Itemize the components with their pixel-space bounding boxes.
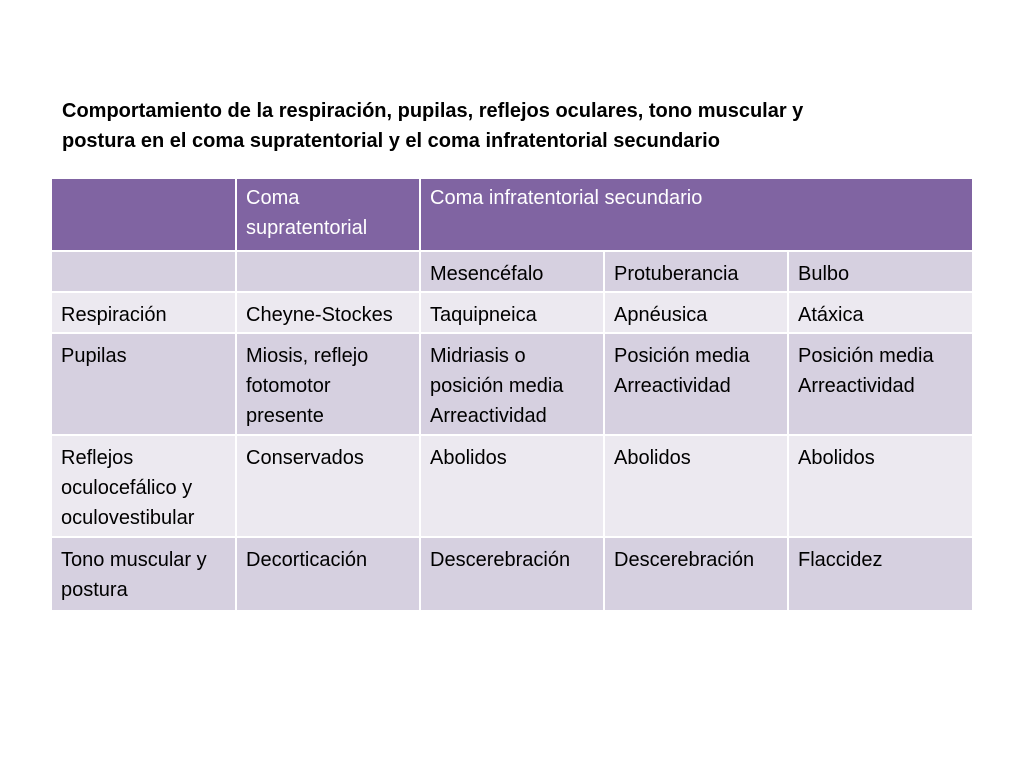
row-label-cell: Tono muscular y postura	[52, 537, 236, 610]
table-cell: Conservados	[236, 435, 420, 537]
table-row-pupilas	[52, 333, 972, 435]
comparison-table	[52, 179, 972, 610]
table-cell: Abolidos	[788, 435, 972, 537]
table-cell: Apnéusica	[604, 292, 788, 333]
row-label-cell: Respiración	[52, 292, 236, 333]
table-subheader-row	[52, 251, 972, 292]
table-cell: Decorticación	[236, 537, 420, 610]
table-row-tono-muscular	[52, 537, 972, 610]
slide-title	[62, 96, 962, 156]
subheader-cell-bulbo: Bulbo	[788, 251, 972, 292]
subheader-cell	[236, 251, 420, 292]
table-cell: Descerebración	[604, 537, 788, 610]
table-cell: Abolidos	[420, 435, 604, 537]
table-cell: Taquipneica	[420, 292, 604, 333]
table-cell: Cheyne-Stockes	[236, 292, 420, 333]
subheader-cell-protuberancia: Protuberancia	[604, 251, 788, 292]
table-cell: Midriasis o posición media Arreactividad	[420, 333, 604, 435]
title-line-1: Comportamiento de la respiración, pupilas, reflejos oculares, tono muscular y	[62, 100, 804, 122]
table-cell: Atáxica	[788, 292, 972, 333]
table-cell: Descerebración	[420, 537, 604, 610]
row-label-cell: Pupilas	[52, 333, 236, 435]
table-header-row	[52, 179, 972, 251]
table-row-respiracion	[52, 292, 972, 333]
table-cell: Posición media Arreactividad	[788, 333, 972, 435]
table-row-reflejos	[52, 435, 972, 537]
table-cell: Abolidos	[604, 435, 788, 537]
row-label-cell: Reflejos oculocefálico y oculovestibular	[52, 435, 236, 537]
table-cell: Miosis, reflejo fotomotor presente	[236, 333, 420, 435]
header-cell-empty	[52, 179, 236, 251]
header-cell-infratentorial: Coma infratentorial secundario	[420, 179, 972, 251]
subheader-cell	[52, 251, 236, 292]
header-cell-supratentorial: Coma supratentorial	[236, 179, 420, 251]
table-cell: Flaccidez	[788, 537, 972, 610]
subheader-cell-mesencefalo: Mesencéfalo	[420, 251, 604, 292]
table-cell: Posición media Arreactividad	[604, 333, 788, 435]
title-line-2: postura en el coma supratentorial y el coma infratentorial secundario	[62, 130, 720, 152]
